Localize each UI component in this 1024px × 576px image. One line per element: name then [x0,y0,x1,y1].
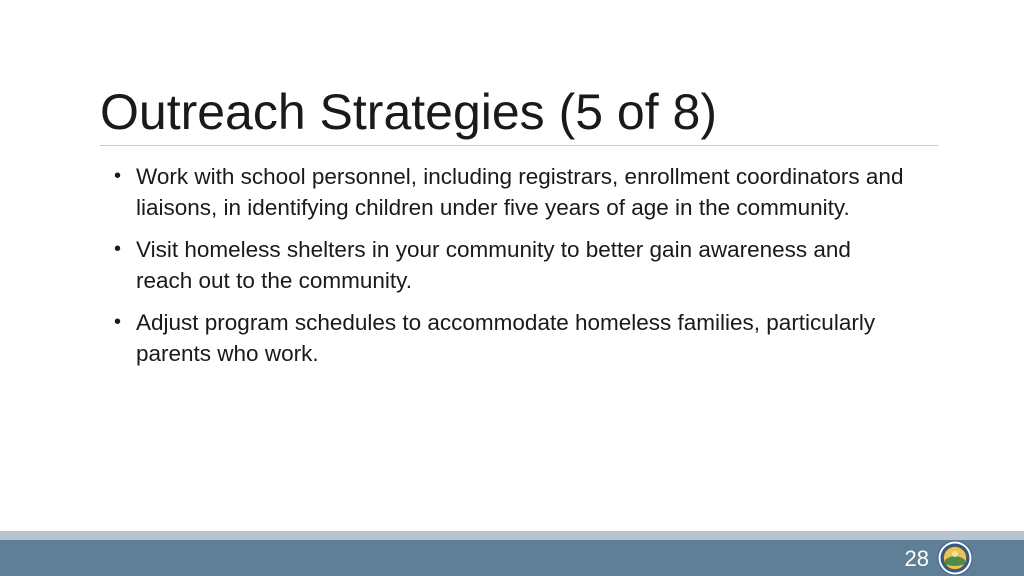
footer-accent-strip [0,531,1024,540]
bullet-marker: • [114,311,122,333]
bullet-item [112,307,912,369]
slide-title: Outreach Strategies (5 of 8) [100,84,717,140]
bullet-text: Work with school personnel, including registrars, enrollment coordinators and liaisons, in identifying children under five years of age in the community. [136,164,904,220]
bullet-list [112,161,912,380]
bullet-text: Visit homeless shelters in your community to better gain awareness and reach out to the community. [136,237,851,293]
bullet-marker: • [114,165,122,187]
bullet-text: Adjust program schedules to accommodate homeless families, particularly parents who work. [136,310,876,366]
department-seal-icon [937,540,973,576]
bullet-item [112,234,912,296]
title-divider [100,145,938,146]
page-number: 28 [904,546,929,571]
bullet-marker: • [114,238,122,260]
footer-bar [0,540,1024,576]
bullet-item [112,161,912,223]
